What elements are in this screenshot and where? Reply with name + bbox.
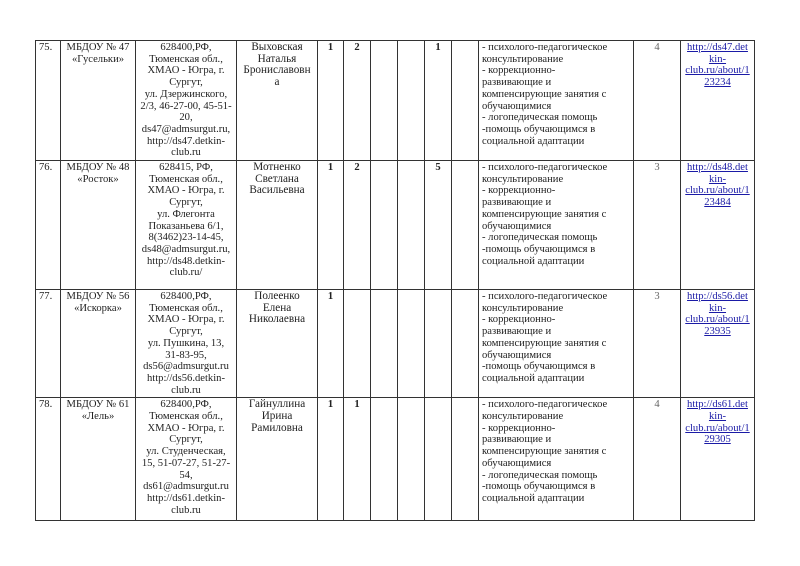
count-cell: 1 bbox=[425, 41, 452, 161]
table-row bbox=[36, 398, 755, 521]
organization-address: 628400,РФ, Тюменская обл., ХМАО - Югра, г. Сургут, ул. Дзержинского, 2/3, 46-27-00, 45-51- 20, ds47@admsurgut.ru, http://ds47.detkin- club.ru bbox=[136, 41, 237, 161]
count-cell: 1 bbox=[318, 290, 344, 398]
count-cell bbox=[425, 290, 452, 398]
count-cell bbox=[344, 290, 371, 398]
count-cell bbox=[371, 161, 398, 290]
organization-name: МБДОУ № 56 «Искорка» bbox=[61, 290, 136, 398]
website-link[interactable]: http://ds47.det kin- club.ru/about/1 23234 bbox=[685, 42, 750, 89]
link-cell bbox=[681, 41, 755, 161]
count-cell: 5 bbox=[425, 161, 452, 290]
head-name: Гайнуллина Ирина Рамиловна bbox=[237, 398, 318, 521]
row-number: 77. bbox=[36, 290, 61, 398]
specialists-count: 3 bbox=[634, 161, 681, 290]
table-row bbox=[36, 290, 755, 398]
link-cell bbox=[681, 161, 755, 290]
count-cell: 1 bbox=[318, 398, 344, 521]
count-cell: 1 bbox=[318, 161, 344, 290]
count-cell bbox=[452, 398, 479, 521]
specialists-count: 4 bbox=[634, 398, 681, 521]
link-cell bbox=[681, 398, 755, 521]
institutions-table bbox=[35, 40, 755, 521]
count-cell: 2 bbox=[344, 41, 371, 161]
row-number: 78. bbox=[36, 398, 61, 521]
organization-name: МБДОУ № 48 «Росток» bbox=[61, 161, 136, 290]
count-cell bbox=[398, 290, 425, 398]
table-row bbox=[36, 41, 755, 161]
head-name: Выховская Наталья Брониславовн а bbox=[237, 41, 318, 161]
organization-name: МБДОУ № 47 «Гусельки» bbox=[61, 41, 136, 161]
count-cell bbox=[371, 41, 398, 161]
specialists-count: 3 bbox=[634, 290, 681, 398]
link-cell bbox=[681, 290, 755, 398]
count-cell bbox=[398, 41, 425, 161]
count-cell: 2 bbox=[344, 161, 371, 290]
count-cell bbox=[371, 290, 398, 398]
organization-address: 628400,РФ, Тюменская обл., ХМАО - Югра, г. Сургут, ул. Студенческая, 15, 51-07-27, 51-27- 54, ds61@admsurgut.ru http://ds61.detkin- club.ru bbox=[136, 398, 237, 521]
organization-address: 628415, РФ, Тюменская обл., ХМАО - Югра, г. Сургут, ул. Флегонта Показаньева 6/1, 8(3462)23-14-45, ds48@admsurgut.ru, http://ds48.detkin- club.ru/ bbox=[136, 161, 237, 290]
count-cell bbox=[452, 161, 479, 290]
count-cell: 1 bbox=[344, 398, 371, 521]
table-row bbox=[36, 161, 755, 290]
organization-name: МБДОУ № 61 «Лель» bbox=[61, 398, 136, 521]
count-cell bbox=[371, 398, 398, 521]
count-cell bbox=[425, 398, 452, 521]
organization-address: 628400,РФ, Тюменская обл., ХМАО - Югра, г. Сургут, ул. Пушкина, 13, 31-83-95, ds56@admsurgut.ru http://ds56.detkin- club.ru bbox=[136, 290, 237, 398]
specialists-count: 4 bbox=[634, 41, 681, 161]
services-list: - психолого-педагогическое консультирование - коррекционно- развивающие и компенсирующие занятия с обучающимися - логопедическая помощь -помощь обучающимся в социальной адаптации bbox=[479, 41, 634, 161]
count-cell bbox=[398, 161, 425, 290]
website-link[interactable]: http://ds48.det kin- club.ru/about/1 23484 bbox=[685, 162, 750, 209]
website-link[interactable]: http://ds56.det kin- club.ru/about/1 23935 bbox=[685, 291, 750, 338]
row-number: 75. bbox=[36, 41, 61, 161]
count-cell bbox=[452, 290, 479, 398]
count-cell bbox=[398, 398, 425, 521]
website-link[interactable]: http://ds61.det kin- club.ru/about/1 29305 bbox=[685, 399, 750, 446]
count-cell bbox=[452, 41, 479, 161]
head-name: Полеенко Елена Николаевна bbox=[237, 290, 318, 398]
row-number: 76. bbox=[36, 161, 61, 290]
services-list: - психолого-педагогическое консультирование - коррекционно- развивающие и компенсирующие занятия с обучающимися -помощь обучающимся в социальной адаптации bbox=[479, 290, 634, 398]
services-list: - психолого-педагогическое консультирование - коррекционно- развивающие и компенсирующие занятия с обучающимися - логопедическая помощь -помощь обучающимся в социальной адаптации bbox=[479, 161, 634, 290]
head-name: Мотненко Светлана Васильевна bbox=[237, 161, 318, 290]
services-list: - психолого-педагогическое консультирование - коррекционно- развивающие и компенсирующие занятия с обучающимися - логопедическая помощь -помощь обучающимся в социальной адаптации bbox=[479, 398, 634, 521]
count-cell: 1 bbox=[318, 41, 344, 161]
